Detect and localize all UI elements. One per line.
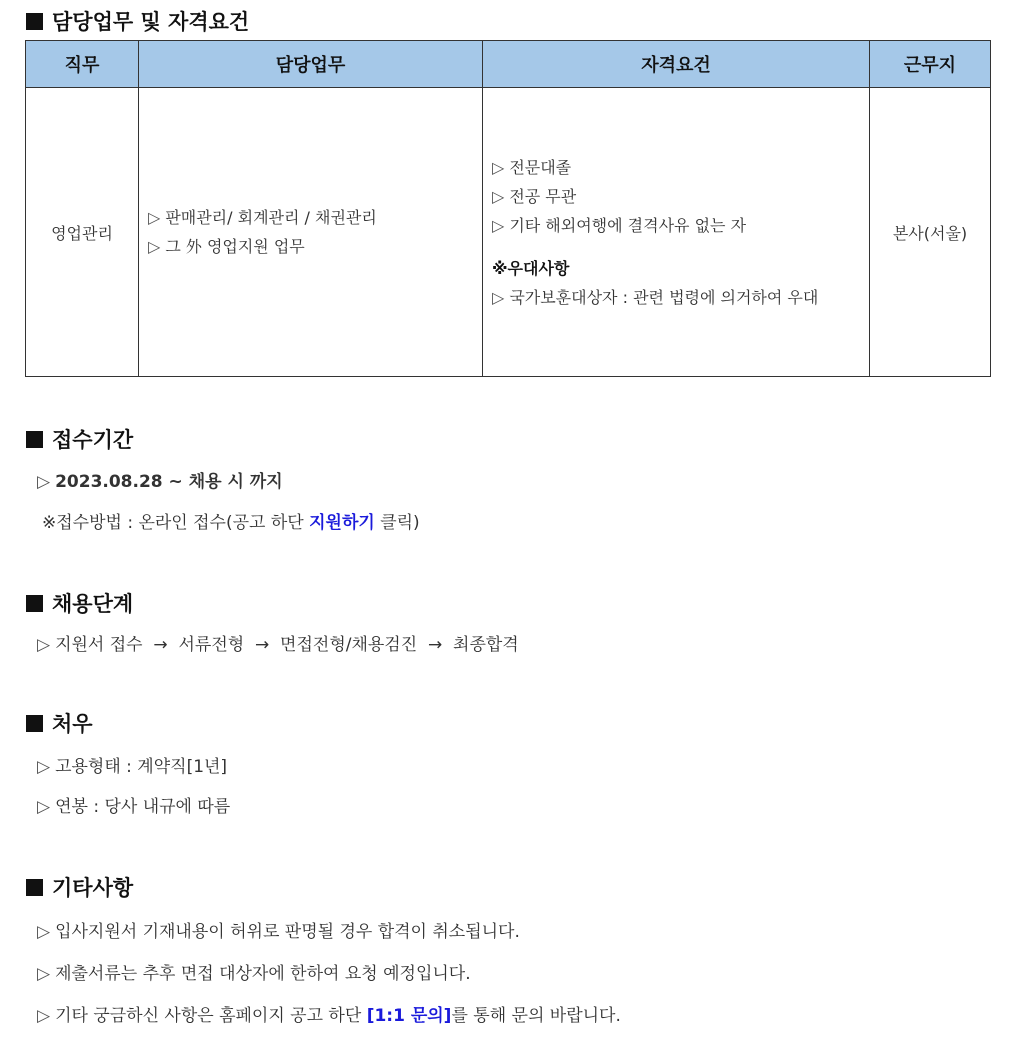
- inquiry-link[interactable]: [1:1 문의]: [366, 1006, 452, 1026]
- triangle-bullet-icon: ▷: [37, 757, 51, 777]
- preference-title: ※우대사항: [492, 258, 570, 278]
- spacer: [492, 240, 869, 254]
- cell-requirements: [483, 88, 870, 377]
- step-item: 면접전형/채용검진: [280, 635, 418, 655]
- triangle-bullet-icon: ▷: [148, 237, 161, 256]
- requirement-item: ▷ 전공 무관: [492, 186, 577, 206]
- header-job: 직무: [26, 41, 139, 88]
- triangle-bullet-icon: ▷: [492, 157, 505, 177]
- header-requirements: 자격요건: [483, 41, 870, 88]
- requirement-item: ▷ 기타 해외여행에 결격사유 없는 자: [492, 215, 747, 235]
- apply-link[interactable]: 지원하기: [309, 513, 375, 533]
- triangle-bullet-icon: ▷: [492, 215, 505, 235]
- triangle-bullet-icon: ▷: [37, 1006, 51, 1026]
- square-bullet-icon: [26, 13, 43, 30]
- table-row: [26, 88, 991, 377]
- square-bullet-icon: [26, 715, 43, 732]
- requirement-item: ▷ 전문대졸: [492, 157, 572, 177]
- triangle-bullet-icon: ▷: [37, 797, 51, 817]
- period-line: ▷ 2023.08.28 ~ 채용 시 까지: [37, 472, 283, 492]
- triangle-bullet-icon: ▷: [37, 922, 51, 942]
- benefit-item: ▷ 고용형태 : 계약직[1년]: [37, 757, 228, 777]
- triangle-bullet-icon: ▷: [37, 472, 51, 492]
- section-title-period: 접수기간: [26, 424, 133, 454]
- etc-item: ▷ 기타 궁금하신 사항은 홈페이지 공고 하단 [1:1 문의]를 통해 문의 바랍니다.: [37, 1006, 621, 1026]
- triangle-bullet-icon: ▷: [37, 964, 51, 984]
- section-title-duties: 담당업무 및 자격요건: [26, 6, 249, 36]
- benefit-item: ▷ 연봉 : 당사 내규에 따름: [37, 797, 231, 817]
- arrow-right-icon: →: [153, 635, 168, 655]
- header-location: 근무지: [870, 41, 991, 88]
- square-bullet-icon: [26, 431, 43, 448]
- duty-item: ▷ 판매관리/ 회계관리 / 채권관리: [148, 208, 377, 227]
- steps-line: [37, 630, 519, 655]
- step-item: 서류전형: [178, 635, 245, 655]
- section-title-etc: 기타사항: [26, 872, 133, 902]
- etc-item: ▷ 입사지원서 기재내용이 허위로 판명될 경우 합격이 취소됩니다.: [37, 922, 520, 942]
- cell-job: 영업관리: [26, 88, 139, 377]
- section-title-benefits: 처우: [26, 708, 93, 738]
- square-bullet-icon: [26, 879, 43, 896]
- duty-item: ▷ 그 外 영업지원 업무: [148, 237, 305, 256]
- section-title-steps: 채용단계: [26, 588, 133, 618]
- step-item: 최종합격: [453, 635, 519, 655]
- triangle-bullet-icon: ▷: [492, 186, 505, 206]
- triangle-bullet-icon: ▷: [492, 287, 505, 307]
- header-duties: 담당업무: [139, 41, 483, 88]
- etc-item: ▷ 제출서류는 추후 면접 대상자에 한하여 요청 예정입니다.: [37, 964, 471, 984]
- cell-location: 본사(서울): [870, 88, 991, 377]
- arrow-right-icon: →: [254, 635, 270, 655]
- triangle-bullet-icon: ▷: [37, 635, 51, 655]
- method-line: ※접수방법 : 온라인 접수(공고 하단 지원하기 클릭): [42, 513, 420, 533]
- requirements-table: [25, 40, 991, 377]
- square-bullet-icon: [26, 595, 43, 612]
- cell-duties: [139, 88, 483, 377]
- table-header-row: [26, 41, 991, 88]
- triangle-bullet-icon: ▷: [148, 208, 161, 227]
- preference-item: ▷ 국가보훈대상자 : 관련 법령에 의거하여 우대: [492, 287, 819, 307]
- arrow-right-icon: →: [427, 635, 443, 655]
- step-item: 지원서 접수: [55, 635, 143, 655]
